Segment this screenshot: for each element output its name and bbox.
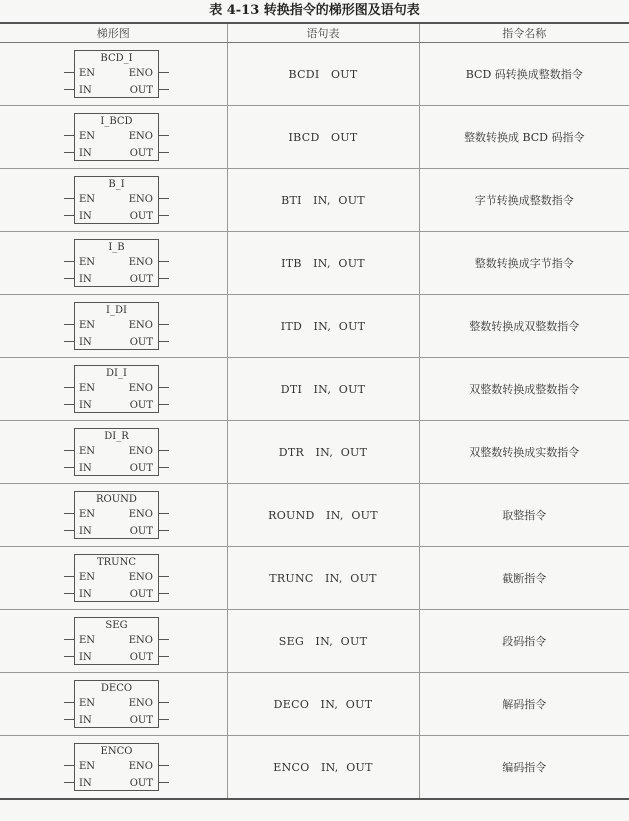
pin-out-label: OUT	[129, 400, 153, 411]
ladder-diagram	[0, 106, 227, 168]
ladder-cell	[0, 673, 227, 736]
pin-eno-label: ENO	[128, 446, 153, 457]
ladder-diagram	[0, 421, 227, 483]
statement-cell: BTI IN, OUT	[227, 169, 419, 232]
instruction-name-cell: BCD 码转换成整数指令	[419, 43, 629, 106]
pin-in-label: IN	[79, 778, 92, 789]
block-name: I_BCD	[100, 116, 133, 127]
instruction-name-cell: 整数转换成 BCD 码指令	[419, 106, 629, 169]
ladder-wire	[64, 765, 74, 766]
pin-en-label: EN	[79, 761, 96, 772]
ladder-wire	[159, 467, 169, 468]
pin-in-label: IN	[79, 652, 92, 663]
table-row	[0, 169, 629, 232]
pin-en-label: EN	[79, 446, 96, 457]
pin-eno-label: ENO	[128, 572, 153, 583]
block-name: ROUND	[96, 494, 137, 505]
statement-cell: BCDI OUT	[227, 43, 419, 106]
pin-in-label: IN	[79, 85, 92, 96]
function-block	[74, 365, 159, 413]
pin-en-label: EN	[79, 68, 96, 79]
function-block	[74, 239, 159, 287]
table-row	[0, 673, 629, 736]
ladder-cell	[0, 421, 227, 484]
ladder-wire	[64, 387, 74, 388]
pin-eno-label: ENO	[128, 698, 153, 709]
pin-out-label: OUT	[129, 148, 153, 159]
block-name: SEG	[105, 620, 128, 631]
statement-cell: ROUND IN, OUT	[227, 484, 419, 547]
function-block	[74, 491, 159, 539]
statement-cell: IBCD OUT	[227, 106, 419, 169]
header-instruction-name: 指令名称	[419, 23, 629, 43]
block-name: DI_I	[106, 368, 127, 379]
ladder-wire	[159, 135, 169, 136]
function-block	[74, 50, 159, 98]
ladder-wire	[159, 89, 169, 90]
conversion-instruction-table	[0, 22, 629, 800]
ladder-diagram	[0, 232, 227, 294]
table-row	[0, 736, 629, 800]
ladder-wire	[159, 656, 169, 657]
ladder-cell	[0, 232, 227, 295]
pin-en-label: EN	[79, 194, 96, 205]
ladder-wire	[64, 324, 74, 325]
function-block	[74, 554, 159, 602]
ladder-wire	[159, 278, 169, 279]
pin-in-label: IN	[79, 589, 92, 600]
ladder-wire	[159, 152, 169, 153]
pin-eno-label: ENO	[128, 257, 153, 268]
ladder-cell	[0, 736, 227, 800]
ladder-diagram	[0, 610, 227, 672]
ladder-wire	[159, 765, 169, 766]
ladder-cell	[0, 484, 227, 547]
pin-out-label: OUT	[129, 463, 153, 474]
pin-en-label: EN	[79, 131, 96, 142]
pin-out-label: OUT	[129, 211, 153, 222]
table-row	[0, 358, 629, 421]
ladder-wire	[64, 404, 74, 405]
ladder-wire	[64, 782, 74, 783]
header-row	[0, 23, 629, 43]
ladder-wire	[64, 450, 74, 451]
ladder-diagram	[0, 484, 227, 546]
ladder-wire	[64, 72, 74, 73]
pin-out-label: OUT	[129, 652, 153, 663]
ladder-wire	[159, 530, 169, 531]
pin-en-label: EN	[79, 635, 96, 646]
ladder-diagram	[0, 673, 227, 735]
table-row	[0, 484, 629, 547]
statement-cell: DTR IN, OUT	[227, 421, 419, 484]
ladder-cell	[0, 43, 227, 106]
ladder-cell	[0, 169, 227, 232]
statement-cell: ITD IN, OUT	[227, 295, 419, 358]
function-block	[74, 113, 159, 161]
pin-out-label: OUT	[129, 85, 153, 96]
ladder-wire	[64, 89, 74, 90]
ladder-diagram	[0, 358, 227, 420]
header-statement: 语句表	[227, 23, 419, 43]
pin-en-label: EN	[79, 509, 96, 520]
ladder-cell	[0, 610, 227, 673]
pin-out-label: OUT	[129, 526, 153, 537]
statement-cell: ITB IN, OUT	[227, 232, 419, 295]
ladder-diagram	[0, 736, 227, 798]
instruction-name-cell: 双整数转换成整数指令	[419, 358, 629, 421]
ladder-wire	[159, 513, 169, 514]
pin-in-label: IN	[79, 715, 92, 726]
function-block	[74, 302, 159, 350]
ladder-wire	[64, 530, 74, 531]
pin-out-label: OUT	[129, 778, 153, 789]
pin-eno-label: ENO	[128, 194, 153, 205]
ladder-wire	[64, 198, 74, 199]
block-name: TRUNC	[96, 557, 137, 568]
pin-en-label: EN	[79, 698, 96, 709]
ladder-wire	[64, 639, 74, 640]
ladder-cell	[0, 106, 227, 169]
function-block	[74, 617, 159, 665]
ladder-wire	[64, 135, 74, 136]
statement-cell: DECO IN, OUT	[227, 673, 419, 736]
ladder-wire	[64, 656, 74, 657]
pin-eno-label: ENO	[128, 509, 153, 520]
block-name: DI_R	[104, 431, 129, 442]
instruction-name-cell: 解码指令	[419, 673, 629, 736]
pin-eno-label: ENO	[128, 131, 153, 142]
ladder-wire	[159, 261, 169, 262]
block-name: B_I	[108, 179, 125, 190]
function-block	[74, 743, 159, 791]
ladder-wire	[159, 576, 169, 577]
pin-out-label: OUT	[129, 274, 153, 285]
block-name: I_B	[108, 242, 125, 253]
ladder-wire	[159, 719, 169, 720]
pin-eno-label: ENO	[128, 635, 153, 646]
table-caption: 表 4-13 转换指令的梯形图及语句表	[209, 3, 420, 18]
table-row	[0, 43, 629, 106]
pin-in-label: IN	[79, 148, 92, 159]
table-row	[0, 610, 629, 673]
ladder-wire	[64, 278, 74, 279]
pin-eno-label: ENO	[128, 68, 153, 79]
statement-cell: TRUNC IN, OUT	[227, 547, 419, 610]
ladder-wire	[64, 467, 74, 468]
block-name: I_DI	[106, 305, 127, 316]
pin-eno-label: ENO	[128, 320, 153, 331]
ladder-wire	[64, 261, 74, 262]
ladder-wire	[159, 702, 169, 703]
instruction-name-cell: 取整指令	[419, 484, 629, 547]
pin-in-label: IN	[79, 526, 92, 537]
ladder-wire	[64, 152, 74, 153]
header-ladder: 梯形图	[0, 23, 227, 43]
pin-en-label: EN	[79, 572, 96, 583]
block-name: ENCO	[100, 746, 133, 757]
table-row	[0, 421, 629, 484]
block-name: DECO	[100, 683, 133, 694]
pin-eno-label: ENO	[128, 383, 153, 394]
ladder-wire	[64, 513, 74, 514]
pin-out-label: OUT	[129, 715, 153, 726]
table-row	[0, 547, 629, 610]
instruction-name-cell: 截断指令	[419, 547, 629, 610]
ladder-wire	[64, 215, 74, 216]
ladder-wire	[64, 576, 74, 577]
instruction-name-cell: 双整数转换成实数指令	[419, 421, 629, 484]
ladder-wire	[159, 324, 169, 325]
statement-cell: ENCO IN, OUT	[227, 736, 419, 800]
ladder-wire	[159, 72, 169, 73]
ladder-wire	[159, 782, 169, 783]
instruction-name-cell: 整数转换成双整数指令	[419, 295, 629, 358]
pin-en-label: EN	[79, 320, 96, 331]
ladder-wire	[159, 593, 169, 594]
table-row	[0, 232, 629, 295]
function-block	[74, 428, 159, 476]
pin-in-label: IN	[79, 463, 92, 474]
ladder-wire	[159, 639, 169, 640]
pin-out-label: OUT	[129, 337, 153, 348]
ladder-cell	[0, 295, 227, 358]
ladder-wire	[159, 404, 169, 405]
ladder-wire	[64, 341, 74, 342]
ladder-diagram	[0, 295, 227, 357]
pin-in-label: IN	[79, 211, 92, 222]
pin-in-label: IN	[79, 337, 92, 348]
instruction-name-cell: 字节转换成整数指令	[419, 169, 629, 232]
ladder-wire	[64, 593, 74, 594]
instruction-name-cell: 段码指令	[419, 610, 629, 673]
ladder-diagram	[0, 547, 227, 609]
pin-out-label: OUT	[129, 589, 153, 600]
function-block	[74, 176, 159, 224]
ladder-wire	[159, 341, 169, 342]
ladder-wire	[64, 719, 74, 720]
ladder-diagram	[0, 169, 227, 231]
table-row	[0, 106, 629, 169]
statement-cell: DTI IN, OUT	[227, 358, 419, 421]
pin-in-label: IN	[79, 274, 92, 285]
pin-in-label: IN	[79, 400, 92, 411]
statement-cell: SEG IN, OUT	[227, 610, 419, 673]
ladder-wire	[159, 450, 169, 451]
ladder-wire	[64, 702, 74, 703]
function-block	[74, 680, 159, 728]
ladder-wire	[159, 387, 169, 388]
block-name: BCD_I	[100, 53, 133, 64]
pin-en-label: EN	[79, 257, 96, 268]
pin-en-label: EN	[79, 383, 96, 394]
ladder-diagram	[0, 43, 227, 105]
ladder-wire	[159, 198, 169, 199]
ladder-wire	[159, 215, 169, 216]
table-row	[0, 295, 629, 358]
ladder-cell	[0, 547, 227, 610]
instruction-name-cell: 整数转换成字节指令	[419, 232, 629, 295]
ladder-cell	[0, 358, 227, 421]
instruction-name-cell: 编码指令	[419, 736, 629, 800]
pin-eno-label: ENO	[128, 761, 153, 772]
